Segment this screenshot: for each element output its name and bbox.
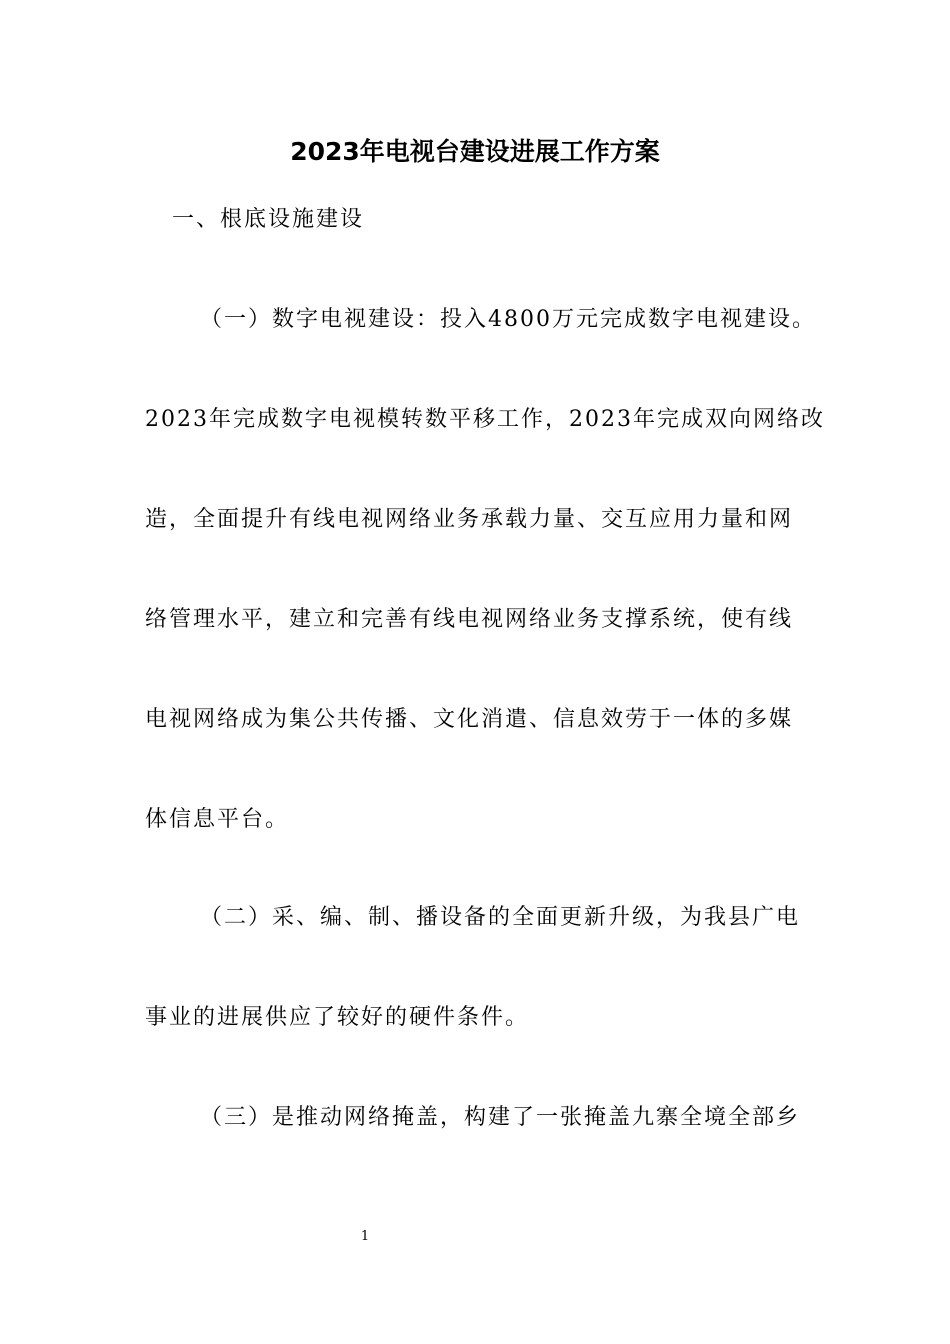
document-title: 2023年电视台建设进展工作方案	[290, 137, 660, 166]
paragraph-line: 造，全面提升有线电视网络业务承载力量、交互应用力量和网	[145, 507, 794, 532]
paragraph-line: （一）数字电视建设：投入4800万元完成数字电视建设。	[200, 307, 816, 332]
paragraph-line: 体信息平台。	[145, 807, 290, 832]
paragraph-line: （三）是推动网络掩盖，构建了一张掩盖九寨全境全部乡	[200, 1105, 801, 1130]
page-number: 1	[360, 1229, 370, 1244]
paragraph-line: （二）采、编、制、播设备的全面更新升级，为我县广电	[200, 905, 801, 930]
paragraph-line: 络管理水平，建立和完善有线电视网络业务支撑系统，使有线	[145, 607, 794, 632]
section-heading: 一、根底设施建设	[172, 207, 365, 232]
paragraph-line: 2023年完成数字电视模转数平移工作，2023年完成双向网络改	[145, 407, 825, 432]
paragraph-line: 电视网络成为集公共传播、文化消遣、信息效劳于一体的多媒	[145, 707, 794, 732]
paragraph-line: 事业的进展供应了较好的硬件条件。	[145, 1005, 530, 1030]
